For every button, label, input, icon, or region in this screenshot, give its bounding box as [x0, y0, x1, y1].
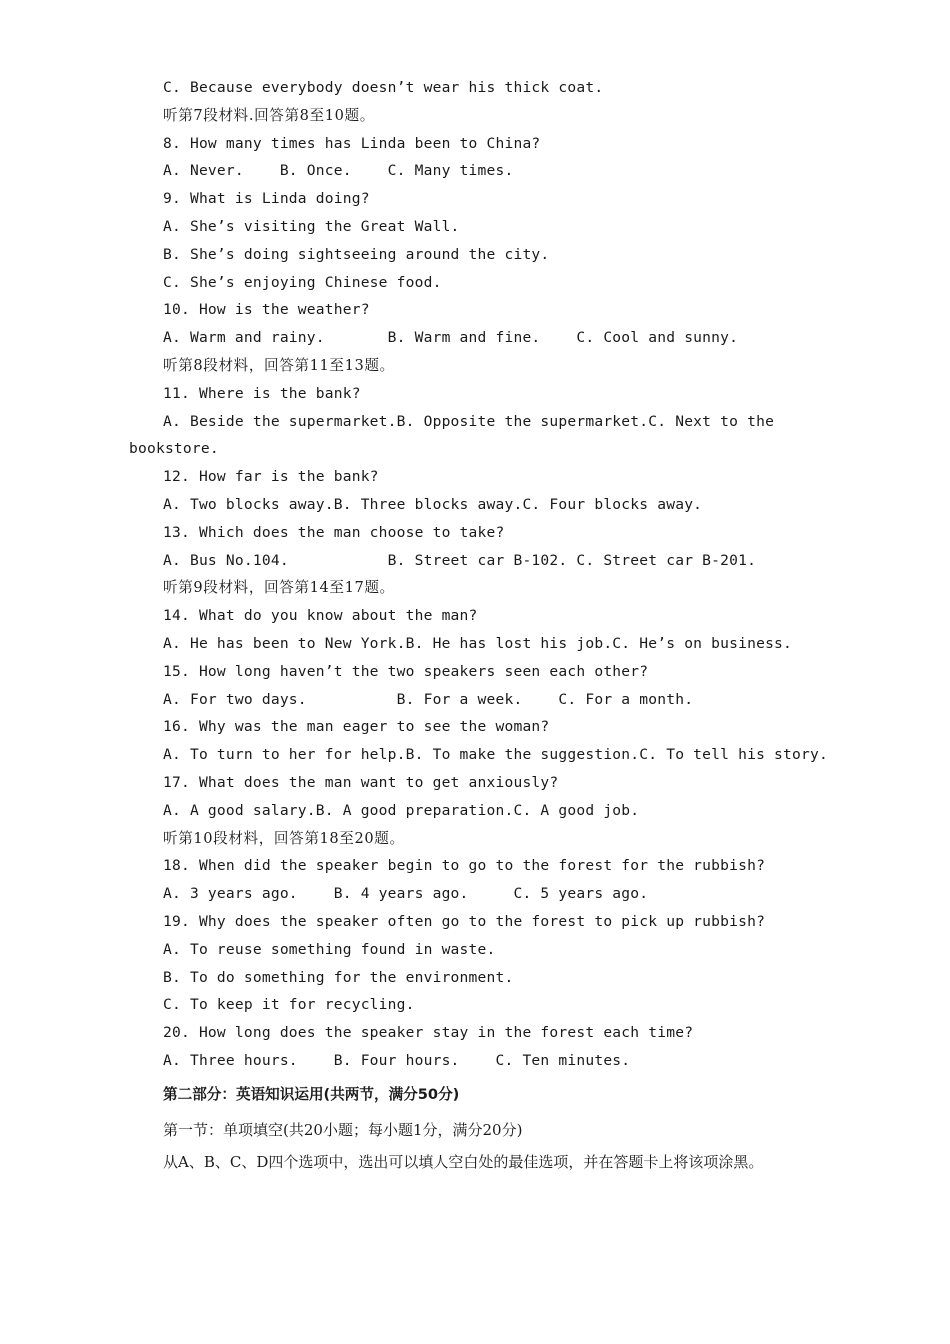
question-19: 19. Why does the speaker often go to the forest to pick up rubbish?: [163, 912, 766, 930]
listening-instruction: 听第10段材料，回答第18至20题。: [163, 829, 405, 847]
question-16: 16. Why was the man eager to see the woman?: [163, 718, 550, 736]
question-14: 14. What do you know about the man?: [163, 607, 478, 625]
listening-instruction: 听第7段材料.回答第8至10题。: [163, 106, 375, 124]
question-14-options: A. He has been to New York.B. He has lost his job.C. He’s on business.: [163, 634, 793, 652]
document-page: [0, 74, 950, 1177]
question-12: 12. How far is the bank?: [163, 468, 379, 486]
question-10-options: A. Warm and rainy. B. Warm and fine. C. Cool and sunny.: [163, 329, 739, 347]
question-8: 8. How many times has Linda been to China?: [163, 134, 541, 152]
question-18: 18. When did the speaker begin to go to the forest for the rubbish?: [163, 857, 766, 875]
instruction-text: 从A、B、C、D四个选项中，选出可以填人空白处的最佳选项，并在答题卡上将该项涂黑。: [163, 1152, 764, 1171]
question-17: 17. What does the man want to get anxiously?: [163, 773, 559, 791]
question-20: 20. How long does the speaker stay in the forest each time?: [163, 1024, 694, 1042]
question-13: 13. Which does the man choose to take?: [163, 523, 505, 541]
question-11-options: A. Beside the supermarket.B. Opposite the supermarket.C. Next to the: [163, 412, 775, 430]
question-8-options: A. Never. B. Once. C. Many times.: [163, 162, 514, 180]
question-13-options: A. Bus No.104. B. Street car B-102. C. Street car B-201.: [163, 551, 757, 569]
question-17-options: A. A good salary.B. A good preparation.C. A good job.: [163, 801, 640, 819]
question-18-options: A. 3 years ago. B. 4 years ago. C. 5 years ago.: [163, 885, 649, 903]
question-15: 15. How long haven’t the two speakers seen each other?: [163, 662, 649, 680]
question-15-options: A. For two days. B. For a week. C. For a month.: [163, 690, 694, 708]
subsection-title: 第一节：单项填空(共20小题；每小题1分，满分20分): [163, 1120, 523, 1139]
question-11: 11. Where is the bank?: [163, 384, 361, 402]
question-19-option-a: A. To reuse something found in waste.: [163, 940, 496, 958]
question-19-option-c: C. To keep it for recycling.: [163, 996, 415, 1014]
question-12-options: A. Two blocks away.B. Three blocks away.C. Four blocks away.: [163, 495, 703, 513]
question-20-options: A. Three hours. B. Four hours. C. Ten minutes.: [163, 1051, 631, 1069]
listening-instruction: 听第8段材料，回答第11至13题。: [163, 356, 395, 374]
listening-instruction: 听第9段材料，回答第14至17题。: [163, 579, 395, 597]
question-9-option-c: C. She’s enjoying Chinese food.: [163, 273, 442, 291]
section-title: 第二部分：英语知识运用(共两节，满分50分): [163, 1085, 460, 1103]
text-line: C. Because everybody doesn’t wear his thick coat.: [163, 79, 604, 96]
question-10: 10. How is the weather?: [163, 301, 370, 319]
question-9-option-a: A. She’s visiting the Great Wall.: [163, 217, 460, 235]
question-11-options-continued: bookstore.: [129, 440, 219, 458]
question-19-option-b: B. To do something for the environment.: [163, 968, 514, 986]
question-9: 9. What is Linda doing?: [163, 190, 370, 208]
question-9-option-b: B. She’s doing sightseeing around the city.: [163, 245, 550, 263]
question-16-options: A. To turn to her for help.B. To make the suggestion.C. To tell his story.: [163, 746, 828, 764]
